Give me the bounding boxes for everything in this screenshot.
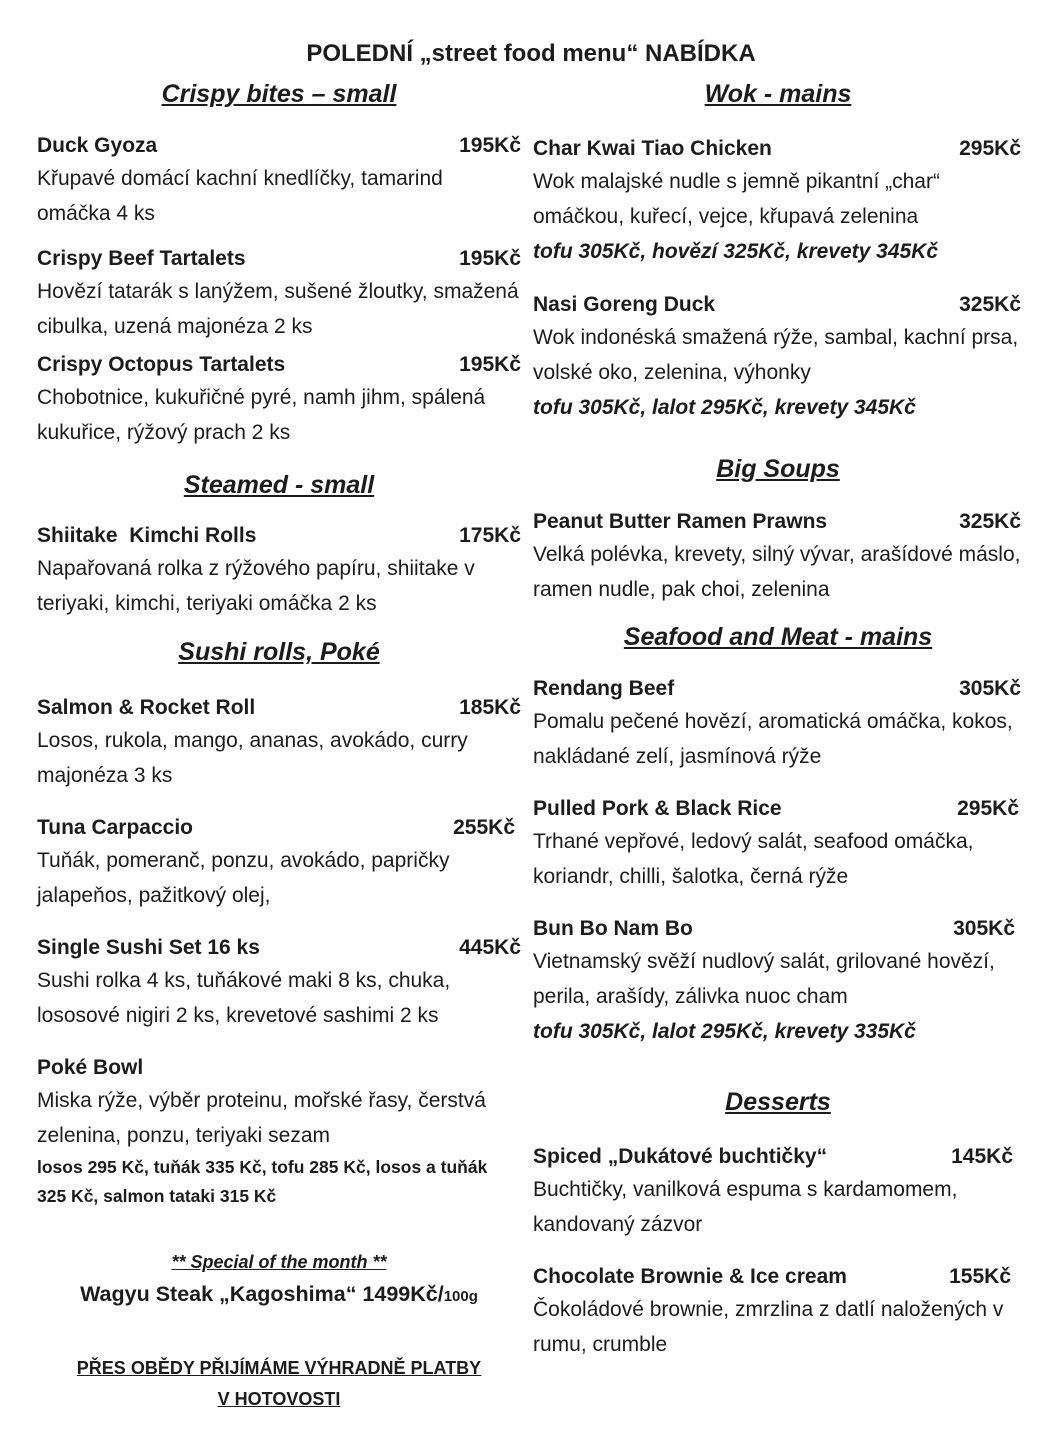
- section-heading-seafood: Seafood and Meat - mains: [623, 623, 933, 651]
- item-description: Velká polévka, krevety, silný vývar, arašídové máslo, ramen nudle, pak choi, zelenina: [533, 543, 1021, 601]
- menu-item-tuna-carpaccio: [37, 813, 521, 913]
- item-description: Trhané vepřové, ledový salát, seafood omáčka, koriandr, chilli, šalotka, černá rýže: [533, 830, 974, 888]
- item-name: Chocolate Brownie & Ice cream: [533, 1265, 847, 1288]
- item-price: 195Kč: [459, 134, 521, 157]
- item-price: 145Kč: [951, 1145, 1013, 1168]
- item-name: Poké Bowl: [37, 1056, 144, 1079]
- section-heading-crispy: Crispy bites – small: [161, 80, 397, 108]
- item-price: 325Kč: [959, 293, 1021, 316]
- item-price: 305Kč: [953, 917, 1015, 940]
- item-name: Salmon & Rocket Roll: [37, 696, 256, 719]
- item-description: Vietnamský svěží nudlový salát, grilované hovězí, perila, arašídy, zálivka nuoc cham: [533, 950, 995, 1008]
- menu-item-crispy-octopus-tartalets: [37, 350, 521, 450]
- item-price: 175Kč: [459, 524, 521, 547]
- special-of-month-item: [37, 1282, 521, 1307]
- item-name: Tuna Carpaccio: [37, 816, 193, 839]
- menu-item-nasi-goreng-duck: [533, 290, 1021, 425]
- item-price: 195Kč: [459, 353, 521, 376]
- menu-item-single-sushi-set: [37, 933, 521, 1033]
- section-heading-desserts: Desserts: [725, 1088, 831, 1116]
- item-description: Wok malajské nudle s jemně pikantní „char“ omáčkou, kuřecí, vejce, křupavá zelenina: [533, 170, 940, 228]
- menu-title: POLEDNÍ „street food menu“ NABÍDKA: [306, 40, 756, 67]
- special-item-name: Wagyu Steak „Kagoshima“ 1499Kč/: [80, 1282, 444, 1306]
- item-name: Pulled Pork & Black Rice: [533, 797, 782, 820]
- item-name: Crispy Octopus Tartalets: [37, 353, 286, 376]
- item-description: Sushi rolka 4 ks, tuňákové maki 8 ks, chuka, lososové nigiri 2 ks, krevetové sashimi 2 ks: [37, 969, 451, 1027]
- item-description: Tuňák, pomeranč, ponzu, avokádo, papričky jalapeňos, pažitkový olej,: [37, 849, 450, 907]
- item-name: Nasi Goreng Duck: [533, 293, 716, 316]
- item-name: Bun Bo Nam Bo: [533, 917, 693, 940]
- item-name: Spiced „Dukátové buchtičky“: [533, 1145, 828, 1168]
- item-name: Single Sushi Set 16 ks: [37, 936, 260, 959]
- item-description: Pomalu pečené hovězí, aromatická omáčka, kokos, nakládané zelí, jasmínová rýže: [533, 710, 1013, 768]
- item-variants: tofu 305Kč, lalot 295Kč, krevety 345Kč: [533, 396, 916, 419]
- section-heading-steamed: Steamed - small: [183, 471, 375, 499]
- item-description: Čokoládové brownie, zmrzlina z datlí naložených v rumu, crumble: [533, 1298, 1004, 1356]
- item-price: 195Kč: [459, 247, 521, 270]
- item-price: 325Kč: [959, 510, 1021, 533]
- item-variants: losos 295 Kč, tuňák 335 Kč, tofu 285 Kč, losos a tuňák 325 Kč, salmon tataki 315 Kč: [37, 1157, 488, 1206]
- menu-item-salmon-rocket-roll: [37, 693, 521, 793]
- item-price: 295Kč: [959, 137, 1021, 160]
- item-name: Rendang Beef: [533, 677, 675, 700]
- section-heading-soups: Big Soups: [716, 455, 840, 483]
- menu-item-bun-bo-nam-bo: [533, 914, 1015, 1049]
- payment-notice: [37, 1353, 521, 1415]
- menu-item-shiitake-kimchi-rolls: [37, 521, 521, 621]
- menu-item-char-kwai-tiao-chicken: [533, 134, 1021, 269]
- section-heading-wok: Wok - mains: [704, 80, 852, 108]
- item-price: 295Kč: [957, 797, 1019, 820]
- item-name: Duck Gyoza: [37, 134, 158, 157]
- menu-item-dukatove-buchticky: [533, 1142, 1013, 1242]
- menu-item-poke-bowl: [37, 1053, 501, 1211]
- item-description: Miska rýže, výběr proteinu, mořské řasy, čerstvá zelenina, ponzu, teriyaki sezam: [37, 1089, 486, 1147]
- item-description: Buchtičky, vanilková espuma s kardamomem, kandovaný zázvor: [533, 1178, 958, 1236]
- menu-item-peanut-butter-ramen: [533, 507, 1021, 607]
- item-name: Char Kwai Tiao Chicken: [533, 137, 772, 160]
- item-description: Wok indonéská smažená rýže, sambal, kachní prsa, volské oko, zelenina, výhonky: [533, 326, 1019, 384]
- payment-notice-line1: PŘES OBĚDY PŘIJÍMÁME VÝHRADNĚ PLATBY: [76, 1358, 482, 1378]
- payment-notice-line2: V HOTOVOSTI: [217, 1389, 341, 1409]
- item-description: Hovězí tatarák s lanýžem, sušené žloutky, smažená cibulka, uzená majonéza 2 ks: [37, 280, 519, 338]
- menu-item-chocolate-brownie: [533, 1262, 1011, 1362]
- menu-item-crispy-beef-tartalets: [37, 244, 521, 344]
- special-of-month-label: ** Special of the month **: [171, 1252, 387, 1272]
- item-name: Peanut Butter Ramen Prawns: [533, 510, 828, 533]
- menu-item-rendang-beef: [533, 674, 1021, 774]
- item-variants: tofu 305Kč, lalot 295Kč, krevety 335Kč: [533, 1020, 916, 1043]
- menu-item-duck-gyoza: [37, 131, 521, 231]
- item-price: 155Kč: [949, 1265, 1011, 1288]
- special-item-unit: 100g: [443, 1288, 478, 1305]
- item-name: Crispy Beef Tartalets: [37, 247, 246, 270]
- section-heading-sushi: Sushi rolls, Poké: [178, 638, 380, 666]
- item-name: Shiitake Kimchi Rolls: [37, 524, 257, 547]
- item-variants: tofu 305Kč, hovězí 325Kč, krevety 345Kč: [533, 240, 939, 263]
- item-description: Napařovaná rolka z rýžového papíru, shiitake v teriyaki, kimchi, teriyaki omáčka 2 ks: [37, 557, 475, 615]
- item-description: Losos, rukola, mango, ananas, avokádo, curry majonéza 3 ks: [37, 729, 468, 787]
- item-price: 445Kč: [459, 936, 521, 959]
- item-price: 255Kč: [453, 816, 515, 839]
- item-description: Chobotnice, kukuřičné pyré, namh jihm, spálená kukuřice, rýžový prach 2 ks: [37, 386, 486, 444]
- item-price: 305Kč: [959, 677, 1021, 700]
- item-description: Křupavé domácí kachní knedlíčky, tamarind omáčka 4 ks: [37, 167, 443, 225]
- menu-item-pulled-pork: [533, 794, 1019, 894]
- item-price: 185Kč: [459, 696, 521, 719]
